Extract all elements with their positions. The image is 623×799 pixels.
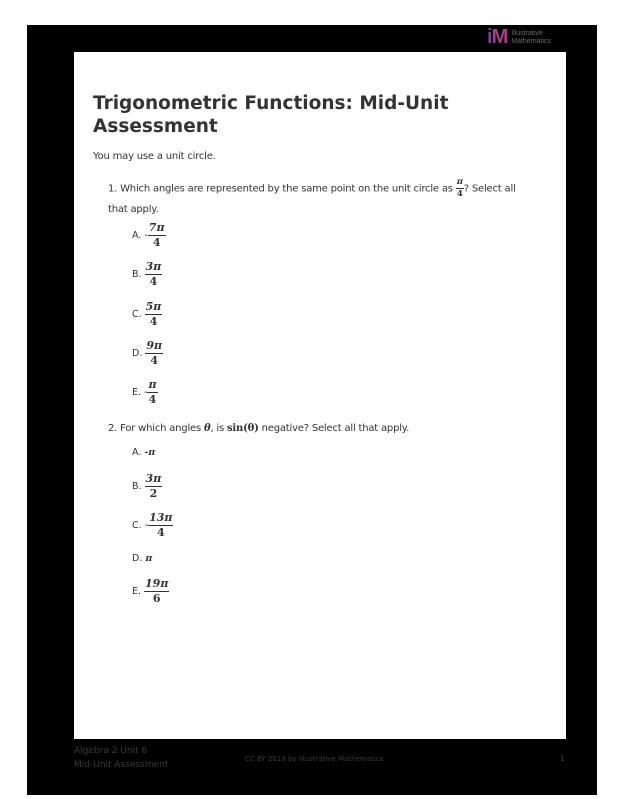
footer-course — [74, 744, 168, 772]
q2-option-d[interactable]: D. π — [132, 553, 153, 564]
page-title: Trigonometric Functions: Mid-Unit Assessment — [93, 93, 449, 137]
q2-option-c[interactable]: C. - $\frac{13\pi}{4}$ — [132, 511, 173, 539]
brand-logo — [487, 26, 551, 49]
question-2: 2. For which angles θ, is sin(θ) negative? Select all that apply. — [108, 423, 410, 434]
q1-option-a[interactable]: A. - $\frac{7\pi}{4}$ — [132, 221, 165, 249]
q1-option-c[interactable]: C. $\frac{5\pi}{4}$ — [132, 300, 162, 328]
q2-option-a[interactable]: A. -π — [132, 447, 156, 458]
footer-license: CC BY 2019 by Illustrative Mathematics — [245, 755, 384, 763]
brand-text: Illustrative Mathematics — [511, 29, 551, 45]
footer-document-name: Mid-Unit Assessment — [74, 760, 169, 770]
intro-text: You may use a unit circle. — [93, 151, 216, 162]
brand-mark: iM — [487, 26, 508, 48]
footer-course-name: Algebra 2 Unit 6 — [74, 746, 148, 756]
q1-option-b[interactable]: B. $\frac{3\pi}{4}$ — [132, 260, 162, 288]
document-page — [74, 52, 566, 739]
q1-option-d[interactable]: D. $\frac{9\pi}{4}$ — [132, 339, 163, 367]
q1-option-e[interactable]: E. - $\frac{\pi}{4}$ — [132, 378, 157, 406]
question-1-fraction: $\frac{\pi}{4}$ — [456, 177, 463, 199]
footer-page-number: 1 — [560, 754, 566, 763]
q2-option-e[interactable]: E. $\frac{19\pi}{6}$ — [132, 577, 169, 605]
q2-option-b[interactable]: B. $\frac{3\pi}{2}$ — [132, 472, 162, 500]
question-1: 1. Which angles are represented by the same point on the unit circle as $\frac{\pi}{4}$ ? Select all that apply. — [108, 177, 516, 215]
